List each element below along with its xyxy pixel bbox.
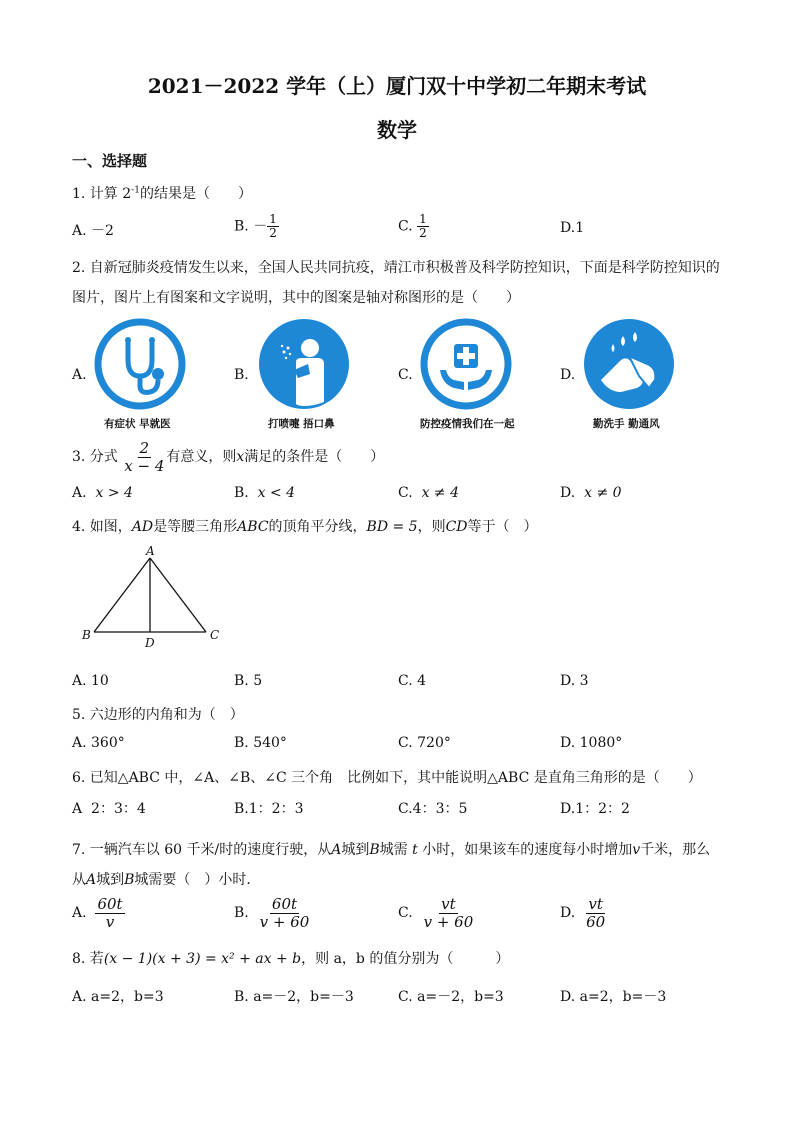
- q8-expression: (x − 1)(x + 3) = x² + ax + b: [103, 951, 302, 967]
- q2-caption-b: 打喷嚏 捂口鼻: [268, 418, 335, 430]
- q6-option-c[interactable]: [398, 798, 467, 818]
- option-value: 3: [579, 673, 589, 689]
- q4-end: ，则: [417, 519, 446, 535]
- vertex-d-label: D: [145, 636, 155, 650]
- option-label: A.: [72, 989, 87, 1005]
- sneeze-icon: [258, 318, 350, 410]
- fraction: [422, 896, 476, 930]
- denominator: v + 60: [423, 912, 474, 931]
- fraction: [417, 213, 429, 240]
- q3-fraction: [122, 440, 166, 474]
- numerator: vt: [588, 895, 603, 913]
- q7-var: t: [412, 842, 418, 858]
- q4-bd: BD = 5: [366, 519, 418, 535]
- question-2-line-1: 2. 自新冠肺炎疫情发生以来，全国人民共同抗疫，靖江市积极普及科学防控知识，下面是科学防控知识的: [72, 260, 720, 276]
- option-label: D.: [560, 485, 576, 501]
- question-2-line-2: 图片，图片上有图案和文字说明，其中的图案是轴对称图形的是（ ）: [72, 290, 520, 306]
- option-value: 360°: [91, 735, 125, 751]
- q2-caption-a: 有症状 早就医: [104, 418, 171, 430]
- q4-option-b[interactable]: [234, 673, 262, 689]
- option-label: A: [72, 801, 83, 817]
- q6-option-a[interactable]: [72, 798, 146, 818]
- subject-title: 数学: [377, 118, 417, 142]
- option-label: C.: [398, 735, 413, 751]
- option-label: D.: [560, 673, 576, 689]
- option-value: x < 4: [257, 485, 296, 501]
- question-8-stem: [72, 948, 509, 968]
- q6-option-b[interactable]: [234, 798, 303, 818]
- q7-var: A: [331, 842, 342, 858]
- question-6-stem: 6. 已知△ABC 中，∠A、∠B、∠C 三个角 比例如下，其中能说明△ABC 是直角三角形的是（ ）: [72, 770, 702, 786]
- question-4-stem: [72, 516, 538, 536]
- option-value: 1: [575, 220, 585, 236]
- q5-option-a[interactable]: [72, 735, 125, 751]
- option-label: C.: [398, 485, 413, 501]
- option-label: B.: [234, 673, 249, 689]
- q7-text: 从: [72, 872, 86, 888]
- option-value: 5: [253, 673, 263, 689]
- exam-title: 2021－2022 学年（上）厦门双十中学初二年期末考试: [147, 74, 647, 98]
- triangle-figure: [78, 544, 228, 654]
- q7-option-b[interactable]: [234, 896, 311, 930]
- q7-option-a[interactable]: [72, 896, 125, 930]
- q2-caption-c: 防控疫情我们在一起: [420, 418, 515, 430]
- q7-text: 小时，如果该车的速度每小时增加: [422, 842, 633, 858]
- option-label: A.: [72, 905, 87, 921]
- fraction: [258, 896, 312, 930]
- q1-option-c[interactable]: [398, 213, 429, 240]
- q4-mid: 是等腰三角形: [153, 519, 238, 535]
- q4-ad: AD: [131, 519, 154, 535]
- q1-option-a[interactable]: [72, 220, 114, 240]
- q7-text: 7. 一辆汽车以 60 千米/时的速度行驶，从: [72, 842, 332, 858]
- option-value: 10: [91, 673, 109, 689]
- q2-option-b-label[interactable]: B.: [234, 367, 249, 383]
- question-5-stem: 5. 六边形的内角和为（ ）: [72, 707, 244, 723]
- q4-prefix: 4. 如图，: [72, 519, 132, 535]
- numerator: 60t: [271, 895, 298, 913]
- vertex-a-label: A: [146, 544, 155, 558]
- numerator: 60t: [97, 895, 123, 913]
- q1-stem-prefix: 1. 计算 2: [72, 186, 132, 202]
- q8-option-d[interactable]: [560, 986, 666, 1006]
- option-label: A.: [72, 223, 87, 239]
- numerator: 2: [139, 439, 150, 457]
- option-label: A.: [72, 735, 87, 751]
- numerator: vt: [441, 895, 456, 913]
- fraction: [95, 896, 124, 930]
- option-value: 540°: [253, 735, 287, 751]
- option-label: B.: [234, 905, 249, 921]
- option-value: a=2，b=3: [91, 989, 164, 1005]
- option-value: 1：2：3: [248, 801, 304, 817]
- q3-suffix-b: 满足的条件是（ ）: [244, 449, 385, 465]
- q7-option-c[interactable]: [398, 896, 475, 930]
- denominator: 2: [419, 226, 427, 241]
- fraction: [267, 213, 279, 240]
- q8-prefix: 8. 若: [72, 951, 104, 967]
- q2-option-d-label[interactable]: D.: [560, 367, 576, 383]
- q3-var: x: [236, 449, 245, 465]
- option-value: 4：3：5: [412, 801, 468, 817]
- denominator: v + 60: [259, 912, 310, 931]
- question-3-stem: [72, 440, 384, 474]
- option-value: a=－2，b=－3: [253, 989, 354, 1005]
- q1-option-d[interactable]: [560, 220, 584, 236]
- q1-stem-suffix: 的结果是（ ）: [139, 186, 252, 202]
- q3-option-b[interactable]: [234, 485, 295, 501]
- q7-option-d[interactable]: [560, 896, 607, 930]
- q4-option-d[interactable]: [560, 673, 589, 689]
- option-label: B.: [234, 218, 249, 235]
- q3-suffix-a: 有意义，则: [166, 449, 237, 465]
- option-label: D.: [560, 801, 576, 817]
- q2-option-c-label[interactable]: C.: [398, 367, 413, 383]
- option-label: B.: [234, 735, 249, 751]
- vertex-c-label: C: [210, 628, 220, 642]
- q8-option-a[interactable]: [72, 986, 164, 1006]
- q7-var: v: [632, 842, 641, 858]
- q4-abc: ABC: [237, 519, 269, 535]
- option-label: C.: [398, 218, 413, 235]
- option-value: x ≠ 4: [421, 485, 460, 501]
- q7-text: 城需要（ ）小时．: [134, 872, 261, 888]
- q8-option-c[interactable]: [398, 986, 504, 1006]
- q7-text: 城到: [96, 872, 125, 888]
- q4-mid2: 的顶角平分线，: [268, 519, 367, 535]
- denominator: 2: [269, 226, 277, 241]
- option-label: D.: [560, 905, 576, 921]
- question-7-line-1: [72, 839, 710, 859]
- q3-option-d[interactable]: [560, 485, 622, 501]
- q7-var: B: [369, 842, 380, 858]
- option-value: a=－2，b=3: [417, 989, 504, 1005]
- numerator: 1: [419, 212, 427, 226]
- section-heading: 一、选择题: [72, 152, 148, 170]
- q7-text: 千米，那么: [640, 842, 711, 858]
- q7-var: A: [86, 872, 97, 888]
- option-label: B.: [234, 989, 249, 1005]
- option-label: C.: [398, 801, 413, 817]
- q5-option-c[interactable]: [398, 735, 451, 751]
- q3-prefix: 3. 分式: [72, 449, 118, 465]
- q3-option-a[interactable]: [72, 485, 133, 501]
- option-sign: －: [253, 218, 268, 235]
- question-1-stem: [72, 183, 252, 203]
- denominator: x − 4: [124, 456, 165, 475]
- option-value: 720°: [417, 735, 451, 751]
- q6-option-d[interactable]: [560, 798, 630, 818]
- q8-suffix: ，则 a，b 的值分别为（ ）: [301, 951, 510, 967]
- q2-option-a-label[interactable]: A.: [72, 367, 87, 383]
- vertex-b-label: B: [82, 628, 91, 642]
- option-value: x > 4: [95, 485, 133, 501]
- option-label: C.: [398, 989, 413, 1005]
- option-value: x ≠ 0: [584, 485, 622, 501]
- denominator: 60: [586, 912, 606, 931]
- q8-option-b[interactable]: [234, 986, 354, 1006]
- stethoscope-icon: [94, 318, 186, 410]
- option-value: 1080°: [579, 735, 623, 751]
- option-label: C.: [398, 673, 413, 689]
- option-label: D.: [560, 735, 576, 751]
- q4-option-c[interactable]: [398, 673, 426, 689]
- option-label: D.: [560, 989, 576, 1005]
- option-label: B.: [234, 485, 249, 501]
- q1-exponent: -1: [131, 185, 140, 196]
- q5-option-b[interactable]: [234, 735, 287, 751]
- denominator: v: [105, 912, 115, 931]
- q7-text: 城到: [341, 842, 370, 858]
- handwash-icon: [583, 318, 675, 410]
- hands-cross-icon: [420, 318, 512, 410]
- q1-option-b[interactable]: [234, 213, 279, 240]
- q7-var: B: [124, 872, 135, 888]
- q2-caption-d: 勤洗手 勤通风: [593, 418, 660, 430]
- option-label: D.: [560, 220, 576, 236]
- q5-option-d[interactable]: [560, 735, 622, 751]
- fraction: [584, 896, 607, 930]
- option-value: 4: [417, 673, 427, 689]
- option-value: 2：3：4: [91, 801, 146, 817]
- option-value: a=2，b=－3: [579, 989, 667, 1005]
- q7-text: 城需: [379, 842, 408, 858]
- option-value: －2: [91, 223, 114, 239]
- option-value: 1：2：2: [575, 801, 630, 817]
- q3-option-c[interactable]: [398, 485, 459, 501]
- option-label: B.: [234, 801, 249, 817]
- q4-option-a[interactable]: [72, 673, 109, 689]
- q4-cd: CD: [445, 519, 468, 535]
- question-7-line-2: [72, 869, 260, 889]
- numerator: 1: [269, 212, 277, 226]
- option-label: A.: [72, 485, 87, 501]
- q4-end2: 等于（ ）: [467, 519, 538, 535]
- option-label: A.: [72, 673, 87, 689]
- option-label: C.: [398, 905, 413, 921]
